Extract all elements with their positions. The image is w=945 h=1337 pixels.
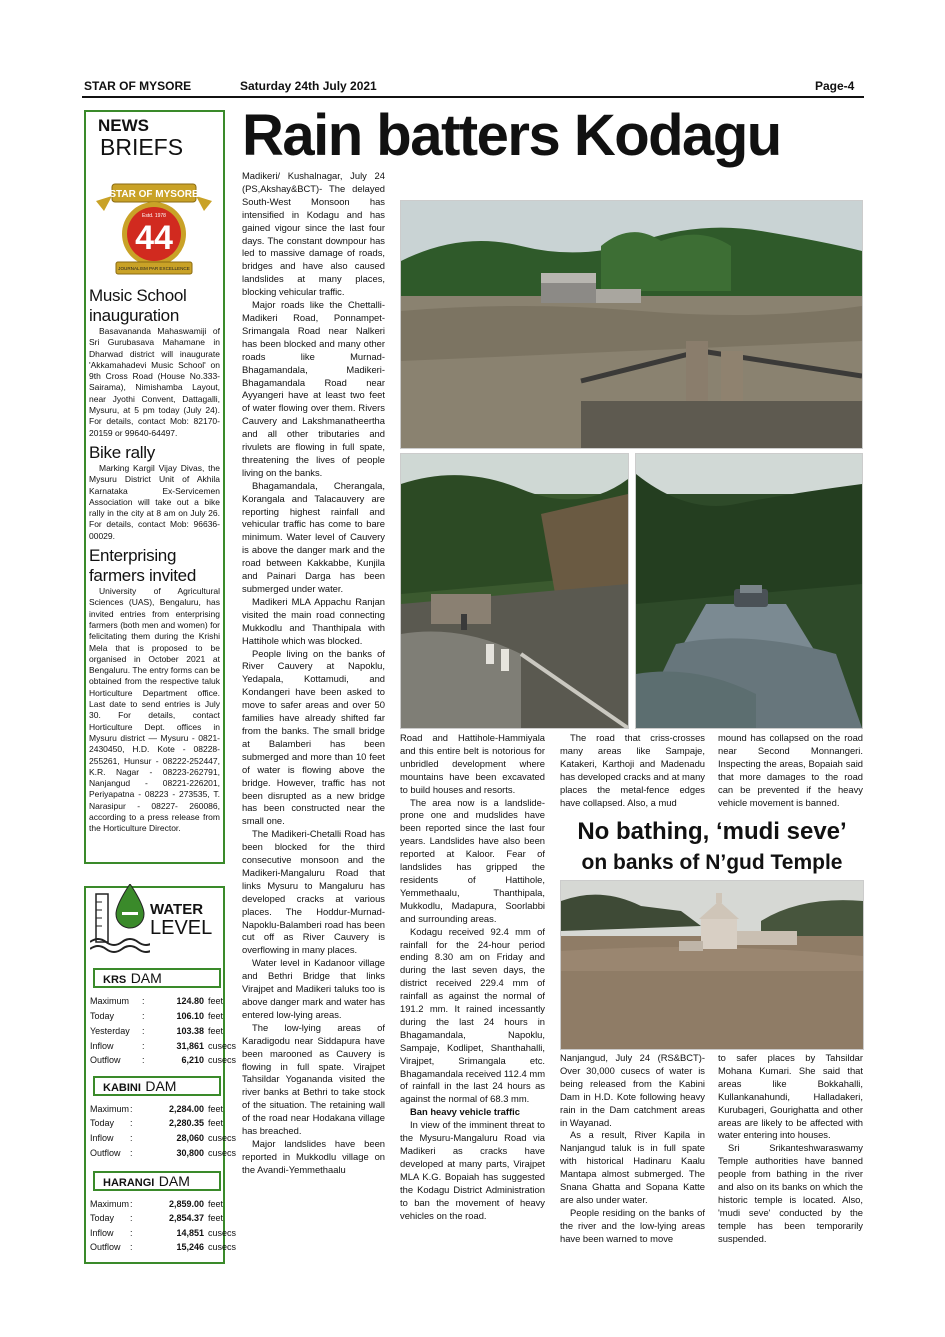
masthead-page: Page-4 — [815, 79, 855, 93]
brief-heading: Bike rally — [89, 442, 155, 462]
main-story-column-3: The road that criss-crosses many areas like Sampaje, Katakeri, Karthoji and Madenadu has developed cracks and at many places the metal-fence edges have collapsed. Also, a mud — [560, 732, 705, 808]
car-in-flood-photo — [635, 453, 863, 729]
logo-ribbon-text: JOURNALISM PAR EXCELLENCE — [118, 266, 190, 271]
brief-body: Marking Kargil Vijay Divas, the Mysuru District Unit of Akhila Karnataka Ex-Servicemen Association will take out a bike rally in the city at 8 am on July 26. For details, contact Mob: 96636-00029. — [89, 462, 220, 541]
dam-row: Today : 106.10 feet — [90, 1011, 224, 1021]
second-story-column-2: to safer places by Tahsildar Mohana Kumari. She said that areas like Bokkahalli, Kullankanahundi, Halladakeri, Kurubageri, Gourighatta and other areas are likely to be affected with water entering into houses. Sri Srikanteshwaraswamy Temple authorities have banned people from bathing in the river and also on its banks on which the historic temple is located. Also, 'mudi seve' conducted by the temple has been temporarily suspended. — [718, 1052, 863, 1244]
dam-row: Inflow : 14,851 cusecs — [90, 1228, 237, 1238]
logo-estd-text: Estd. 1978 — [142, 213, 166, 219]
dam-row: Maximum : 2,859.00 feet — [90, 1199, 224, 1209]
masthead-date: Saturday 24th July 2021 — [240, 79, 377, 93]
dam-row: Outflow : 30,800 cusecs — [90, 1148, 237, 1158]
main-story-column-4: mound has collapsed on the road near Second Monnangeri. Inspecting the areas, Bopaiah said that more damages to the road can be prevented if the heavy vehicle movement is banned. — [718, 732, 863, 808]
subhead-ban-heavy-vehicle: Ban heavy vehicle traffic — [410, 1106, 520, 1118]
dam-row: Outflow : 6,210 cusecs — [90, 1055, 237, 1065]
second-story-column-1: Nanjangud, July 24 (RS&BCT)- Over 30,000 cusecs of water is being released from the Kabini Dam in H.D. Kote following heavy rain in the Dam catchment areas in Wayanad. As a result, River Kapila in Nanjangud taluk is in full spate with historical Hadinaru Kaalu Mantapa almost submerged. The Snana Ghatta and Sopana Katte are also under water. People residing on the banks of the river and the low-lying areas have been warned to move — [560, 1052, 705, 1244]
second-headline-line-1: No bathing, ‘mudi seve’ — [577, 818, 847, 845]
temple-flood-photo — [560, 880, 864, 1050]
star-of-mysore-logo — [94, 176, 214, 286]
second-headline-line-2: on banks of N’gud Temple — [581, 851, 843, 874]
logo-top-text: STAR OF MYSORE — [109, 189, 199, 200]
headline: Rain batters Kodagu — [242, 103, 781, 168]
main-story-column-1: Madikeri/ Kushalnagar, July 24 (PS,Akshay&BCT)- The delayed South-West Monsoon has intensified in Kodagu and has gained vigour since the last four days. The constant downpour has led to massive damage of roads, bridges and have also caused landslides at many places, blocking vehicular traffic. Major roads like the Chettalli-Madikeri Road, Ponnampet-Srimangala Road near Nalkeri has been blocked and many other roads like Murnad-Bhagamandala, Madikeri-Bhagamandala Road near Ayyangeri have at least two feet of water flowing over them. Rivers Cauvery and Lakshmanatheertha and all other tributaries and rivulets are flowing in full spate, threatening the lives of people living on the banks. Bhagamandala, Cherangala, Korangala and Talacauvery are reporting highest rainfall and vehicular traffic has come to bare minimum. Water level of Cauvery is above the danger mark and the road between Kakkabbe, Kunjila and Painari Darga has been submerged under water. Madikeri MLA Appachu Ranjan visited the main road connecting Mukkodlu and Thanthipala with Hattihole which was blocked. People living on the banks of River Cauvery at Napoklu, Yedapala, Kottamudi, and Kondangeri have been asked to move to safer areas and over 50 families have already shifted far from the banks. The small bridge at Balamberi has been submerged and more than 10 feet of water is flowing above the bridge. However, traffic has not been disrupted as a new bridge has been constructed near the small one. The Madikeri-Chetalli Road has been blocked for the third consecutive monsoon and the Madikeri-Mangaluru Road that links Mysuru to Mangaluru has developed cracks at various places. The Hoddur-Murnad-Napoklu-Balamberi road has been cut off as River Cauvery is overflowing in many places. Water level in Kadanoor village and Bethri Bridge that links Virajpet and Madikeri taluks too is above danger mark and water has entered low-lying areas. The low-lying areas of Karadigodu near Siddapura have been marooned as Cauvery is flowing in full spate. Virajpet Tahsildar Yogananda visited the river banks at Bethri to take stock of the situation. The retaining wall of the road near Hodakana village has breached. Major landslides have been reported in Mukkodlu village on the Avandi-Yemmethaalu — [242, 170, 385, 1175]
brief-heading: Music School inauguration — [89, 286, 187, 325]
brief-body: Basavananda Mahaswamiji of Sri Gurubasava Mahamane in Dharwad district will inaugurate 'Akkamahadevi Music School' on 9th Cross Road (House No.333-Sairama), Nimishamba Layout, near Jyothi Convent, Dattagalli, Mysuru, at 5 pm today (July 24). For details, contact Mob: 82170-20159 or 99640-64497. — [89, 326, 220, 438]
water-gauge-icon — [90, 884, 150, 954]
brief-heading: Enterprising farmers invited — [89, 546, 196, 586]
logo-number-text: 44 — [135, 219, 173, 257]
dam-row: Inflow : 31,861 cusecs — [90, 1041, 237, 1051]
brief-body: University of Agricultural Sciences (UAS), Bengaluru, has invited entries from enterprising farmers (both men and women) for felicitating them during the Krishi Mela that is proposed to be organised in October 2021 at Bengaluru. The entry forms can be obtained from the respective taluk Horticulture Department office. Last date to send entries is July 30. For details, contact Horticulture Dept. offices in Mysuru district — Mysuru - 0821-2430450, H.D. Kote - 08228-255261, Hunsur - 08222-252447, K.R. Nagar - 08223-262791, Nanjangud - 08221-226201, Periyapatna - 08223 - 273535, T. Narasipur - 08227- 260086, according to a press release from the Horticulture Director. — [89, 586, 220, 834]
dam-row: Inflow : 28,060 cusecs — [90, 1133, 237, 1143]
news-briefs-box — [84, 110, 225, 864]
dam-row: Maximum : 2,284.00 feet — [90, 1104, 224, 1114]
main-story-column-2: Road and Hattihole-Hammiyala and this entire belt is notorious for unbridled development where mountains have been excavated to build houses and resorts. The area now is a landslide-prone one and mudslides have been reported since the last four years. Landslides have also been reported at Kaloor. Fear of landslides has gripped the residents of Hattihole, Yemmethaalu, Thanthipala, Mukkodlu, Madapura, Soorlabbi and surrounding areas. Kodagu received 92.4 mm of rainfall for the 24-hour period ending 8.30 am on Friday and during the last seven days, the district received 229.4 mm of rainfall as against the normal of 191.2 mm. It rained incessantly during the last 24 hours in Bhagamandala, Napoklu, Sampaje, Kodlipet, Shanthahalli, Virajpet, Srimangala etc. Bhagamandala received 112.4 mm of rainfall in the last 24 hours as against the normal of 68.3 mm. Ban heavy vehicle traffic In view of the imminent threat to the Mysuru-Mangaluru Road via Madikeri as cracks have developed at many parts, Virajpet MLA K.G. Bopaiah has suggested the Kodagu District Administration to ban the movement of heavy vehicles on the road. — [400, 732, 545, 1221]
news-briefs-title: NEWS BRIEFS — [98, 116, 184, 160]
dam-row: Yesterday : 103.38 feet — [90, 1026, 224, 1036]
dam-row: Maximum : 124.80 feet — [90, 996, 224, 1006]
masthead-paper: STAR OF MYSORE — [84, 79, 192, 93]
water-level-title: WATER LEVEL — [150, 901, 213, 939]
dam-row: Today : 2,854.37 feet — [90, 1213, 224, 1223]
dam-row: Outflow : 15,246 cusecs — [90, 1242, 237, 1252]
masthead-rule — [82, 96, 864, 98]
kabini-dam-heading: KABINI DAM — [93, 1076, 221, 1096]
harangi-dam-heading: HARANGI DAM — [93, 1171, 221, 1191]
flooded-road-photo — [400, 200, 863, 449]
landslide-photo — [400, 453, 629, 729]
krs-dam-heading: KRS DAM — [93, 968, 221, 988]
dam-row: Today : 2,280.35 feet — [90, 1118, 224, 1128]
brief-list — [89, 284, 220, 835]
